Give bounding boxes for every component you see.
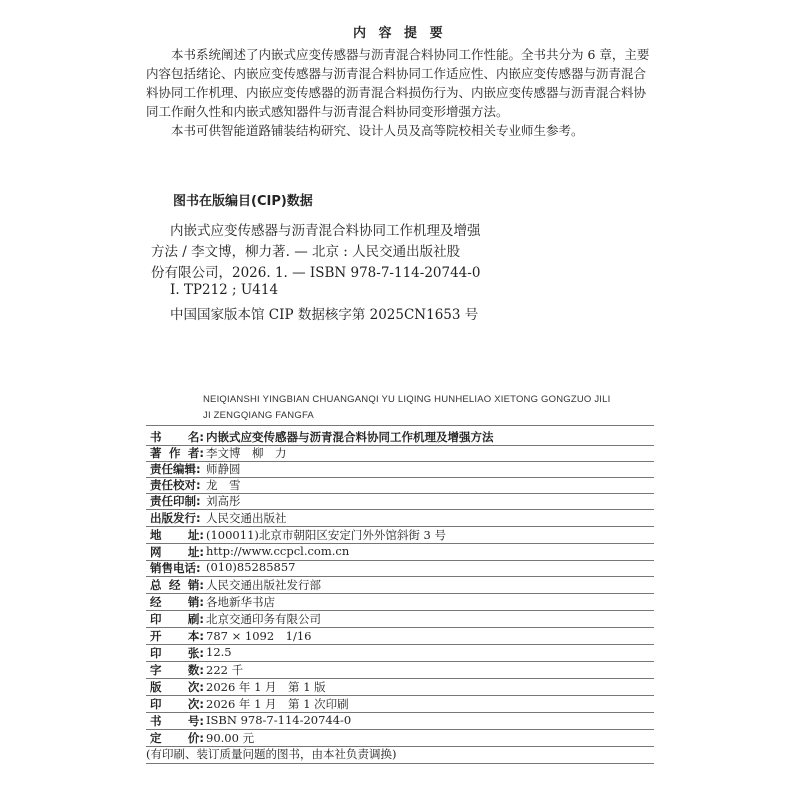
colophon-value: ISBN 978-7-114-20744-0 [206, 713, 352, 727]
pinyin-title-line-2: JI ZENGQIANG FANGFA [203, 410, 314, 421]
colophon-label: 书 名: [150, 430, 204, 444]
summary-title: 内 容 提 要 [353, 26, 447, 41]
colophon-value: 龙 雪 [206, 478, 241, 492]
summary-paragraph-1: 本书系统阐述了内嵌式应变传感器与沥青混合料协同工作性能。全书共分为 6 章，主要内容包括绪论、内嵌应变传感器与沥青混合料协同工作适应性、内嵌应变传感器与沥青混合料协同工作机理、内嵌应变传感器的沥青混合料损伤行为、内嵌应变传感器与沥青混合料协同工作耐久性和内嵌式感知器件与沥青混合料协同变形增强方法。 [146, 47, 650, 119]
cip-line-4: Ⅰ. TP212 ; U414 [170, 282, 279, 298]
colophon-label: 总 经 销: [150, 578, 204, 592]
divider [146, 425, 654, 426]
colophon-value: (100011)北京市朝阳区安定门外外馆斜街 3 号 [206, 528, 446, 542]
cip-line-5: 中国国家版本馆 CIP 数据核字第 2025CN1653 号 [170, 307, 479, 323]
colophon-value: 2026 年 1 月 第 1 次印刷 [206, 697, 349, 711]
colophon-label: 印 次: [150, 697, 204, 711]
colophon-label: 印 张: [150, 646, 204, 660]
quality-note: (有印刷、装订质量问题的图书，由本社负责调换) [146, 747, 397, 761]
colophon-label: 责任印制: [150, 494, 201, 508]
colophon-value: 90.00 元 [206, 731, 255, 745]
colophon-label: 印 刷: [150, 612, 204, 626]
colophon-label: 责任编辑: [150, 462, 201, 476]
cip-heading: 图书在版编目(CIP)数据 [173, 194, 313, 209]
colophon-label: 版 次: [150, 680, 204, 694]
colophon-label: 出版发行: [150, 511, 201, 525]
colophon-value: 人民交通出版社 [206, 511, 287, 525]
colophon-value: 787 × 1092 1/16 [206, 629, 312, 643]
colophon-label: 销售电话: [150, 561, 201, 575]
colophon-value: 2026 年 1 月 第 1 版 [206, 680, 326, 694]
divider [146, 763, 654, 764]
colophon-value: 12.5 [206, 645, 232, 659]
colophon-value: 各地新华书店 [206, 595, 275, 609]
colophon-label: 网 址: [150, 545, 204, 559]
colophon-value: http://www.ccpcl.com.cn [206, 544, 350, 558]
colophon-value: 刘高彤 [206, 494, 241, 508]
colophon-value: 北京交通印务有限公司 [206, 612, 321, 626]
summary-paragraph-2: 本书可供智能道路铺装结构研究、设计人员及高等院校相关专业师生参考。 [171, 123, 584, 138]
cip-line-1: 内嵌式应变传感器与沥青混合料协同工作机理及增强 [170, 223, 481, 239]
cip-line-3: 份有限公司，2026. 1. — ISBN 978-7-114-20744-0 [151, 265, 481, 281]
colophon-label: 经 销: [150, 595, 204, 609]
colophon-label: 字 数: [150, 663, 204, 677]
colophon-value: 内嵌式应变传感器与沥青混合料协同工作机理及增强方法 [206, 430, 494, 444]
colophon-label: 开 本: [150, 629, 204, 643]
colophon-label: 责任校对: [150, 478, 201, 492]
colophon-value: 222 千 [206, 663, 244, 677]
pinyin-title-line-1: NEIQIANSHI YINGBIAN CHUANGANQI YU LIQING HUNHELIAO XIETONG GONGZUO JILI [203, 394, 611, 405]
cip-line-2: 方法 / 李文博，柳力著. — 北京 : 人民交通出版社股 [151, 244, 461, 260]
colophon-value: 李文博 柳 力 [206, 446, 287, 460]
colophon-label: 定 价: [150, 731, 204, 745]
colophon-value: 人民交通出版社发行部 [206, 578, 321, 592]
colophon-label: 书 号: [150, 714, 204, 728]
colophon-value: 师静圆 [206, 462, 241, 476]
colophon-value: (010)85285857 [206, 560, 296, 574]
colophon-label: 地 址: [150, 528, 204, 542]
colophon-label: 著 作 者: [150, 446, 204, 460]
